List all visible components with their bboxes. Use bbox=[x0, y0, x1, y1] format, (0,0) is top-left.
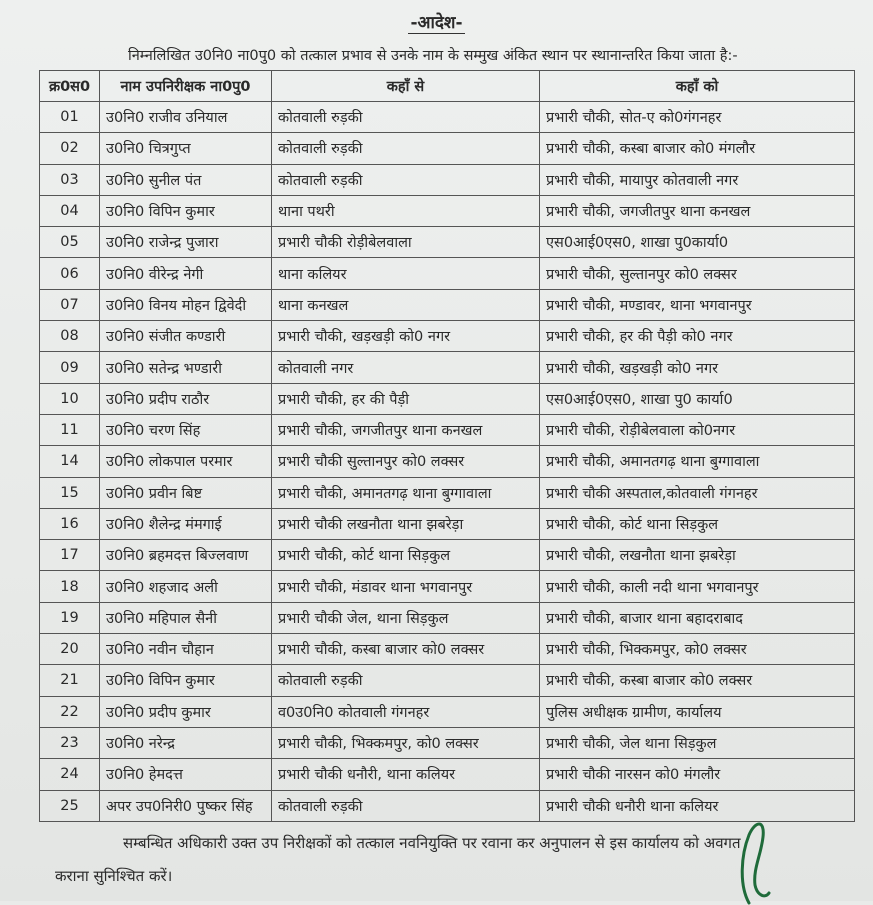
table-row bbox=[40, 195, 855, 226]
cell-to: प्रभारी चौकी, मायापुर कोतवाली नगर bbox=[540, 164, 855, 195]
cell-name: उ0नि0 चरण सिंह bbox=[100, 414, 272, 445]
cell-to: प्रभारी चौकी, मण्डावर, थाना भगवानपुर bbox=[540, 289, 855, 320]
cell-name: उ0नि0 विपिन कुमार bbox=[100, 195, 272, 226]
table-row bbox=[40, 289, 855, 320]
cell-name: उ0नि0 शहजाद अली bbox=[100, 571, 272, 602]
cell-to: प्रभारी चौकी धनौरी थाना कलियर bbox=[540, 790, 855, 821]
cell-to: प्रभारी चौकी, हर की पैड़ी को0 नगर bbox=[540, 321, 855, 352]
cell-to: प्रभारी चौकी, कोर्ट थाना सिड़कुल bbox=[540, 508, 855, 539]
cell-serial: 20 bbox=[40, 634, 100, 665]
table-row bbox=[40, 383, 855, 414]
header-from: कहाँ से bbox=[272, 71, 540, 102]
cell-from: प्रभारी चौकी, अमानतगढ़ थाना बुग्गावाला bbox=[272, 477, 540, 508]
cell-serial: 25 bbox=[40, 790, 100, 821]
cell-to: प्रभारी चौकी, जेल थाना सिड़कुल bbox=[540, 727, 855, 758]
cell-from: व0उ0नि0 कोतवाली गंगनहर bbox=[272, 696, 540, 727]
cell-to: प्रभारी चौकी, काली नदी थाना भगवानपुर bbox=[540, 571, 855, 602]
cell-name: उ0नि0 विनय मोहन द्विवेदी bbox=[100, 289, 272, 320]
table-row bbox=[40, 321, 855, 352]
cell-to: प्रभारी चौकी, लखनौता थाना झबरेड़ा bbox=[540, 540, 855, 571]
cell-serial: 04 bbox=[40, 195, 100, 226]
cell-from: प्रभारी चौकी, भिक्कमपुर, को0 लक्सर bbox=[272, 727, 540, 758]
table-row bbox=[40, 446, 855, 477]
table-body bbox=[40, 102, 855, 822]
cell-serial: 05 bbox=[40, 227, 100, 258]
cell-serial: 24 bbox=[40, 759, 100, 790]
cell-name: उ0नि0 संजीत कण्डारी bbox=[100, 321, 272, 352]
cell-from: कोतवाली रुड़की bbox=[272, 133, 540, 164]
cell-to: प्रभारी चौकी, कस्बा बाजार को0 मंगलौर bbox=[540, 133, 855, 164]
cell-name: उ0नि0 प्रवीन बिष्ट bbox=[100, 477, 272, 508]
cell-serial: 18 bbox=[40, 571, 100, 602]
cell-from: प्रभारी चौकी, जगजीतपुर थाना कनखल bbox=[272, 414, 540, 445]
footer-line-2: कराना सुनिश्चित करें। bbox=[55, 867, 173, 885]
cell-name: उ0नि0 हेमदत्त bbox=[100, 759, 272, 790]
cell-name: उ0नि0 ब्रहमदत्त बिज्लवाण bbox=[100, 540, 272, 571]
cell-name: उ0नि0 नरेन्द्र bbox=[100, 727, 272, 758]
transfer-table bbox=[39, 70, 855, 822]
cell-serial: 09 bbox=[40, 352, 100, 383]
table-row bbox=[40, 508, 855, 539]
intro-text: निम्नलिखित उ0नि0 ना0पु0 को तत्काल प्रभाव से उनके नाम के सम्मुख अंकित स्थान पर स्थानान्तरित किया जाता है:- bbox=[128, 48, 738, 64]
cell-to: प्रभारी चौकी अस्पताल,कोतवाली गंगनहर bbox=[540, 477, 855, 508]
cell-from: प्रभारी चौकी धनौरी, थाना कलियर bbox=[272, 759, 540, 790]
cell-from: कोतवाली रुड़की bbox=[272, 102, 540, 133]
cell-name: उ0नि0 सुनील पंत bbox=[100, 164, 272, 195]
cell-serial: 22 bbox=[40, 696, 100, 727]
signature-mark bbox=[735, 815, 775, 905]
cell-name: उ0नि0 प्रदीप कुमार bbox=[100, 696, 272, 727]
table-row bbox=[40, 352, 855, 383]
table-row bbox=[40, 227, 855, 258]
cell-serial: 23 bbox=[40, 727, 100, 758]
footer-line-1: सम्बन्धित अधिकारी उक्त उप निरीक्षकों को तत्काल नवनियुक्ति पर रवाना कर अनुपालन से इस कार्यालय को अवगत bbox=[123, 834, 741, 852]
cell-from: प्रभारी चौकी, खड़खड़ी को0 नगर bbox=[272, 321, 540, 352]
cell-to: प्रभारी चौकी नारसन को0 मंगलौर bbox=[540, 759, 855, 790]
cell-from: कोतवाली रुड़की bbox=[272, 665, 540, 696]
table-row bbox=[40, 759, 855, 790]
table-row bbox=[40, 634, 855, 665]
cell-name: उ0नि0 वीरेन्द्र नेगी bbox=[100, 258, 272, 289]
cell-from: थाना कलियर bbox=[272, 258, 540, 289]
table-row bbox=[40, 164, 855, 195]
cell-serial: 02 bbox=[40, 133, 100, 164]
cell-name: उ0नि0 राजीव उनियाल bbox=[100, 102, 272, 133]
table-row bbox=[40, 696, 855, 727]
cell-name: उ0नि0 प्रदीप राठौर bbox=[100, 383, 272, 414]
table-row bbox=[40, 727, 855, 758]
table-row bbox=[40, 540, 855, 571]
document-heading: -आदेश- bbox=[410, 13, 463, 33]
cell-from: प्रभारी चौकी जेल, थाना सिड़कुल bbox=[272, 602, 540, 633]
cell-to: प्रभारी चौकी, खड़खड़ी को0 नगर bbox=[540, 352, 855, 383]
cell-serial: 11 bbox=[40, 414, 100, 445]
table-row bbox=[40, 602, 855, 633]
cell-serial: 17 bbox=[40, 540, 100, 571]
cell-to: प्रभारी चौकी, भिक्कमपुर, को0 लक्सर bbox=[540, 634, 855, 665]
cell-to: पुलिस अधीक्षक ग्रामीण, कार्यालय bbox=[540, 696, 855, 727]
header-to: कहाँ को bbox=[540, 71, 855, 102]
table-row bbox=[40, 102, 855, 133]
cell-to: एस0आई0एस0, शाखा पु0कार्या0 bbox=[540, 227, 855, 258]
cell-name: उ0नि0 चित्रगुप्त bbox=[100, 133, 272, 164]
cell-serial: 21 bbox=[40, 665, 100, 696]
cell-from: कोतवाली रुड़की bbox=[272, 164, 540, 195]
cell-name: उ0नि0 शैलेन्द्र मंमगाई bbox=[100, 508, 272, 539]
cell-serial: 10 bbox=[40, 383, 100, 414]
cell-to: प्रभारी चौकी, अमानतगढ़ थाना बुग्गावाला bbox=[540, 446, 855, 477]
table-row bbox=[40, 790, 855, 821]
cell-to: प्रभारी चौकी, बाजार थाना बहादराबाद bbox=[540, 602, 855, 633]
cell-from: थाना कनखल bbox=[272, 289, 540, 320]
cell-name: अपर उप0निरी0 पुष्कर सिंह bbox=[100, 790, 272, 821]
table-row bbox=[40, 571, 855, 602]
cell-from: प्रभारी चौकी लखनौता थाना झबरेड़ा bbox=[272, 508, 540, 539]
cell-from: कोतवाली रुड़की bbox=[272, 790, 540, 821]
table-row bbox=[40, 258, 855, 289]
cell-name: उ0नि0 विपिन कुमार bbox=[100, 665, 272, 696]
cell-name: उ0नि0 महिपाल सैनी bbox=[100, 602, 272, 633]
cell-name: उ0नि0 नवीन चौहान bbox=[100, 634, 272, 665]
cell-from: प्रभारी चौकी, कस्बा बाजार को0 लक्सर bbox=[272, 634, 540, 665]
cell-to: प्रभारी चौकी, कस्बा बाजार को0 लक्सर bbox=[540, 665, 855, 696]
table-row bbox=[40, 477, 855, 508]
cell-name: उ0नि0 लोकपाल परमार bbox=[100, 446, 272, 477]
cell-name: उ0नि0 राजेन्द्र पुजारा bbox=[100, 227, 272, 258]
cell-serial: 01 bbox=[40, 102, 100, 133]
cell-from: कोतवाली नगर bbox=[272, 352, 540, 383]
cell-serial: 15 bbox=[40, 477, 100, 508]
cell-from: थाना पथरी bbox=[272, 195, 540, 226]
cell-to: प्रभारी चौकी, जगजीतपुर थाना कनखल bbox=[540, 195, 855, 226]
header-name: नाम उपनिरीक्षक ना0पु0 bbox=[100, 71, 272, 102]
cell-from: प्रभारी चौकी, कोर्ट थाना सिड़कुल bbox=[272, 540, 540, 571]
cell-to: एस0आई0एस0, शाखा पु0 कार्या0 bbox=[540, 383, 855, 414]
cell-serial: 07 bbox=[40, 289, 100, 320]
cell-from: प्रभारी चौकी रोड़ीबेलवाला bbox=[272, 227, 540, 258]
cell-to: प्रभारी चौकी, सोत-ए को0गंगनहर bbox=[540, 102, 855, 133]
cell-to: प्रभारी चौकी, रोड़ीबेलवाला को0नगर bbox=[540, 414, 855, 445]
cell-serial: 08 bbox=[40, 321, 100, 352]
cell-serial: 14 bbox=[40, 446, 100, 477]
cell-from: प्रभारी चौकी, हर की पैड़ी bbox=[272, 383, 540, 414]
cell-from: प्रभारी चौकी सुल्तानपुर को0 लक्सर bbox=[272, 446, 540, 477]
table-row bbox=[40, 133, 855, 164]
cell-name: उ0नि0 सतेन्द्र भण्डारी bbox=[100, 352, 272, 383]
cell-serial: 06 bbox=[40, 258, 100, 289]
cell-serial: 19 bbox=[40, 602, 100, 633]
table-header-row bbox=[40, 71, 855, 102]
header-serial: क्र0स0 bbox=[40, 71, 100, 102]
table-row bbox=[40, 414, 855, 445]
table-row bbox=[40, 665, 855, 696]
cell-to: प्रभारी चौकी, सुल्तानपुर को0 लक्सर bbox=[540, 258, 855, 289]
cell-from: प्रभारी चौकी, मंडावर थाना भगवानपुर bbox=[272, 571, 540, 602]
cell-serial: 16 bbox=[40, 508, 100, 539]
cell-serial: 03 bbox=[40, 164, 100, 195]
